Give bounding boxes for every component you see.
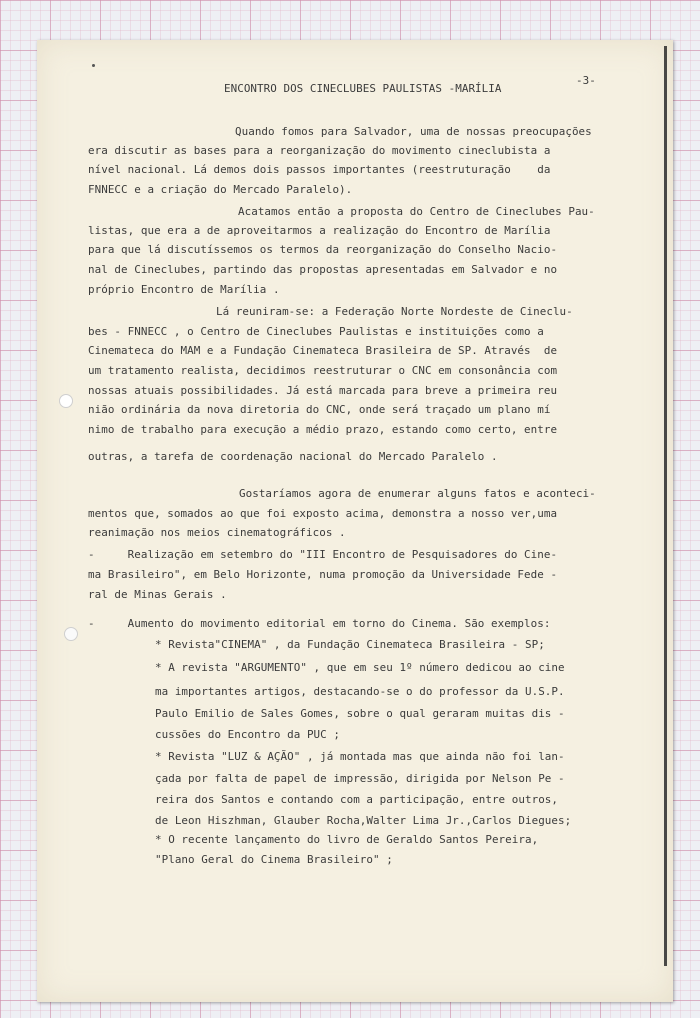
text-line: bes - FNNECC , o Centro de Cineclubes Paulistas e instituições como a (88, 325, 544, 338)
text-line: um tratamento realista, decidimos reestruturar o CNC em consonância com (88, 364, 558, 377)
text-line: Gostaríamos agora de enumerar alguns fatos e aconteci- (239, 487, 596, 500)
text-line: FNNECC e a criação do Mercado Paralelo). (88, 183, 353, 196)
text-line: Cinemateca do MAM e a Fundação Cinemateca Brasileira de SP. Através de (88, 344, 558, 357)
text-line: ma Brasileiro", em Belo Horizonte, numa promoção da Universidade Fede - (88, 568, 558, 581)
text-line: mentos que, somados ao que foi exposto acima, demonstra a nosso ver,uma (88, 507, 558, 520)
text-line: nião ordinária da nova diretoria do CNC, onde será traçado um plano mí (88, 403, 551, 416)
text-line: nossas atuais possibilidades. Já está marcada para breve a primeira reu (88, 384, 558, 397)
ink-dot (92, 64, 95, 67)
text-line: - Realização em setembro do "III Encontro de Pesquisadores do Cine- (88, 548, 558, 561)
text-line: de Leon Hiszhman, Glauber Rocha,Walter Lima Jr.,Carlos Diegues; (155, 814, 572, 827)
text-line: outras, a tarefa de coordenação nacional do Mercado Paralelo . (88, 450, 498, 463)
text-line: "Plano Geral do Cinema Brasileiro" ; (155, 853, 393, 866)
punch-hole (64, 627, 78, 641)
text-line: * Revista "LUZ & AÇÃO" , já montada mas que ainda não foi lan- (155, 750, 565, 763)
page-number: -3- (576, 74, 596, 87)
text-line: Paulo Emilio de Sales Gomes, sobre o qual geraram muitas dis - (155, 707, 565, 720)
text-line: cussões do Encontro da PUC ; (155, 728, 340, 741)
text-line: Lá reuniram-se: a Federação Norte Nordeste de Cineclu- (216, 305, 573, 318)
text-line: nível nacional. Lá demos dois passos importantes (reestruturação da (88, 163, 551, 176)
text-line: çada por falta de papel de impressão, dirigida por Nelson Pe - (155, 772, 565, 785)
text-line: reira dos Santos e contando com a participação, entre outros, (155, 793, 559, 806)
text-line: para que lá discutíssemos os termos da reorganização do Conselho Nacio- (88, 243, 558, 256)
punch-hole (59, 394, 73, 408)
text-line: ral de Minas Gerais . (88, 588, 227, 601)
text-line: - Aumento do movimento editorial em torno do Cinema. São exemplos: (88, 617, 551, 630)
document-title: ENCONTRO DOS CINECLUBES PAULISTAS -MARÍLIA (224, 82, 502, 95)
text-line: * A revista "ARGUMENTO" , que em seu 1º número dedicou ao cine (155, 661, 565, 674)
text-line: Acatamos então a proposta do Centro de Cineclubes Pau- (238, 205, 595, 218)
text-line: reanimação nos meios cinematográficos . (88, 526, 346, 539)
page-edge-shadow (664, 46, 667, 966)
text-line: nal de Cineclubes, partindo das propostas apresentadas em Salvador e no (88, 263, 558, 276)
text-line: era discutir as bases para a reorganização do movimento cineclubista a (88, 144, 551, 157)
text-line: * Revista"CINEMA" , da Fundação Cinemateca Brasileira - SP; (155, 638, 545, 651)
text-line: ma importantes artigos, destacando-se o do professor da U.S.P. (155, 685, 565, 698)
text-line: nimo de trabalho para execução a médio prazo, estando como certo, entre (88, 423, 558, 436)
text-line: Quando fomos para Salvador, uma de nossas preocupações (235, 125, 592, 138)
text-line: listas, que era a de aproveitarmos a realização do Encontro de Marília (88, 224, 551, 237)
text-line: próprio Encontro de Marília . (88, 283, 280, 296)
text-line: * O recente lançamento do livro de Geraldo Santos Pereira, (155, 833, 539, 846)
